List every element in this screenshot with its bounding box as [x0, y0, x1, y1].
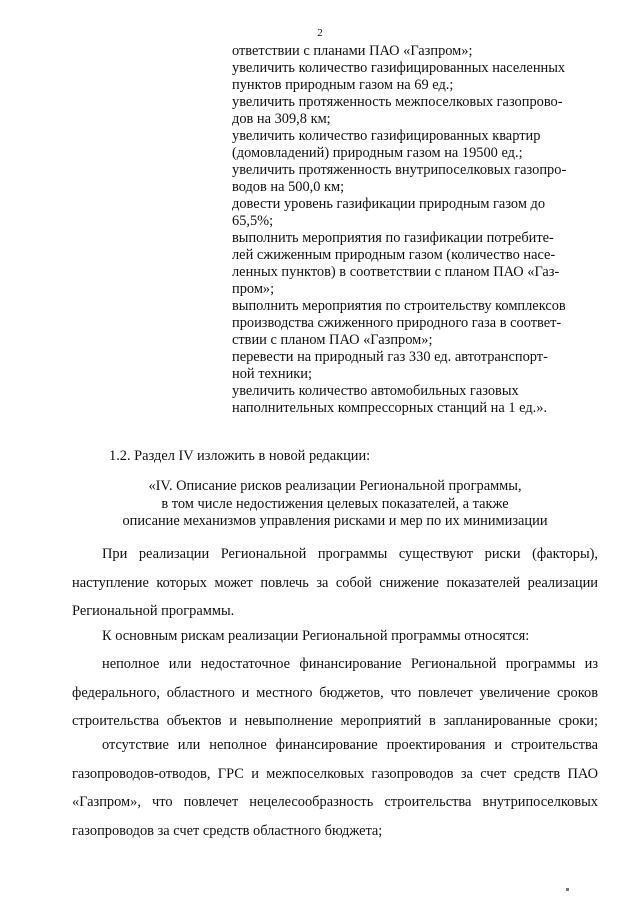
- scan-speck: [566, 888, 569, 891]
- paragraph-line: федерального, областного и местного бюджетов, что повлечет увеличение сроков: [72, 684, 598, 701]
- list-line: наполнительных компрессорных станций на 1 ед.».: [232, 400, 548, 416]
- heading-line: описание механизмов управления рисками и мер по их минимизации: [122, 513, 548, 529]
- list-line: перевести на природный газ 330 ед. автотранспорт-: [232, 349, 548, 365]
- list-line: дов на 309,8 км;: [232, 111, 331, 127]
- list-line: увеличить протяженность внутрипоселковых газопро-: [232, 162, 567, 178]
- paragraph-line: Региональной программы.: [72, 603, 235, 619]
- target-indicators-list: [232, 43, 572, 417]
- list-line: ответствии с планами ПАО «Газпром»;: [232, 43, 473, 59]
- paragraph-line: строительства объектов и невыполнение мероприятий в запланированные сроки;: [72, 713, 598, 729]
- paragraph-line: отсутствие или неполное финансирование проектирования и строительства: [102, 737, 598, 753]
- list-line: (домовладений) природным газом на 19500 ед.;: [232, 145, 523, 161]
- list-line: 65,5%;: [232, 213, 274, 229]
- list-line: довести уровень газификации природным газом до: [232, 196, 546, 212]
- paragraph-main-risks: [72, 622, 598, 651]
- list-line: производства сжиженного природного газа в соответ-: [232, 315, 562, 331]
- paragraph-line: газопроводов-отводов, ГРС и межпоселковых газопроводов за счет средств ПАО: [72, 765, 598, 782]
- list-line: выполнить мероприятия по строительству комплексов: [232, 298, 566, 314]
- list-line: лей сжиженным природным газом (количество насе-: [232, 247, 556, 263]
- paragraph-line: При реализации Региональной программы существуют риски (факторы),: [102, 546, 598, 562]
- section-amendment-line: 1.2. Раздел IV изложить в новой редакции:: [109, 448, 371, 464]
- list-line: ленных пунктов) в соответствии с планом ПАО «Газ-: [232, 264, 560, 280]
- list-line: пунктов природным газом на 69 ед.;: [232, 77, 454, 93]
- heading-line: в том числе недостижения целевых показателей, а также: [161, 495, 509, 512]
- list-line: ствии с планом ПАО «Газпром»;: [232, 332, 433, 348]
- section-heading: [70, 478, 600, 531]
- heading-line: «IV. Описание рисков реализации Региональной программы,: [148, 478, 522, 494]
- list-line: увеличить протяженность межпоселковых газопрово-: [232, 94, 563, 110]
- list-line: пром»;: [232, 281, 275, 297]
- list-line: увеличить количество газифицированных квартир: [232, 128, 541, 144]
- paragraph-line: К основным рискам реализации Региональной программы относятся:: [102, 628, 530, 644]
- paragraph-line: газопроводов за счет средств областного бюджета;: [72, 822, 383, 839]
- paragraph-risk-funding: [72, 650, 598, 736]
- list-line: ной техники;: [232, 366, 312, 382]
- paragraph-line: «Газпром», что повлечет нецелесообразность строительства внутрипоселковых: [72, 794, 598, 810]
- list-line: выполнить мероприятия по газификации потребите-: [232, 230, 554, 246]
- list-line: водов на 500,0 км;: [232, 179, 345, 195]
- paragraph-line: неполное или недостаточное финансирование Региональной программы из: [102, 656, 598, 672]
- paragraph-line: наступление которых может повлечь за собой снижение показателей реализации: [72, 574, 598, 591]
- paragraph-risk-gazprom: [72, 731, 598, 845]
- paragraph-risks-intro: [72, 540, 598, 626]
- page-number: 2: [317, 27, 323, 39]
- list-line: увеличить количество газифицированных населенных: [232, 60, 566, 76]
- list-line: увеличить количество автомобильных газовых: [232, 383, 519, 399]
